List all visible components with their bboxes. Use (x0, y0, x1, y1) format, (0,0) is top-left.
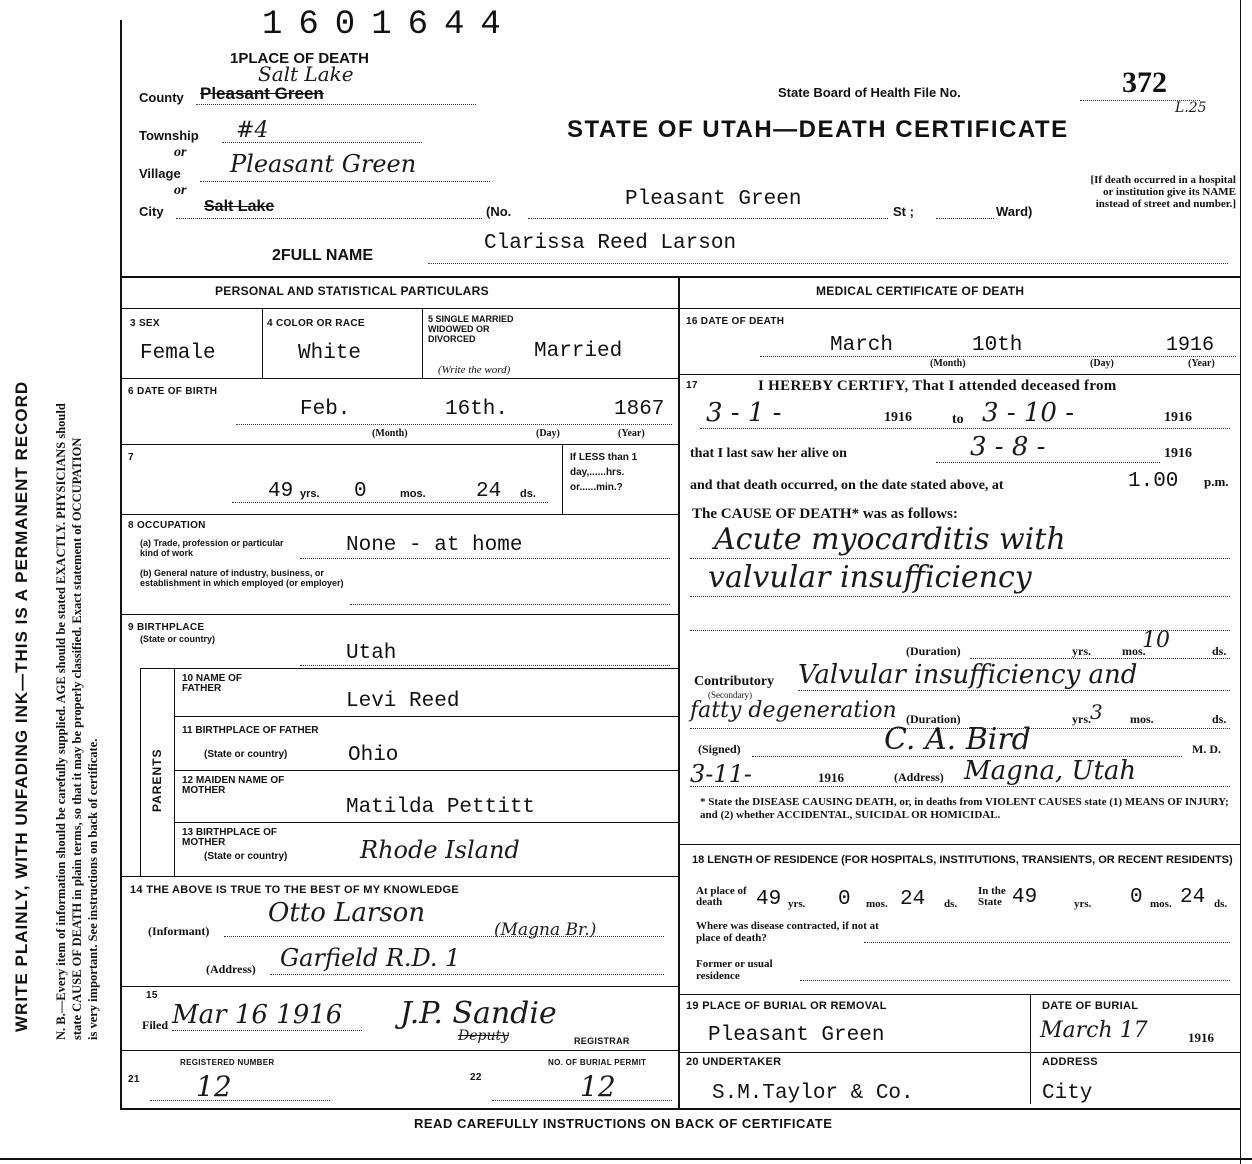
burial-permit-number: 12 (580, 1070, 616, 1103)
age-yrs-label: yrs. (300, 488, 320, 500)
burial-row-rule (680, 1052, 1240, 1053)
residence-label: 18 LENGTH OF RESIDENCE (FOR HOSPITALS, INSTITUTIONS, TRANSIENTS, OR RECENT RESIDENTS) (692, 854, 1233, 866)
informant-row-rule (122, 986, 678, 987)
dob-year: 1867 (614, 398, 665, 421)
parents-outer-line (140, 668, 141, 876)
contributory-line-1: Valvular insufficiency and (798, 660, 1138, 690)
occupation-label: 8 OCCUPATION (128, 520, 206, 531)
hospital-note: [If death occurred in a hospital or institution give its NAME instead of street and number.] (1090, 174, 1236, 210)
grid-center (678, 276, 680, 1110)
contributory-rule-1 (798, 690, 1230, 691)
color-label: 4 COLOR OR RACE (267, 318, 365, 329)
reg-22: 22 (470, 1072, 482, 1083)
age-line (232, 502, 548, 503)
footer-instructions: READ CAREFULLY INSTRUCTIONS ON BACK OF CERTIFICATE (414, 1116, 833, 1131)
filed-label: Filed (142, 1018, 168, 1032)
father-value: Levi Reed (346, 690, 460, 713)
age-days: 24 (476, 480, 502, 503)
file-annotation: L.25 (1175, 100, 1207, 116)
registered-number: 12 (196, 1070, 232, 1103)
grid-bottom (122, 1108, 1240, 1110)
informant-line (224, 936, 664, 937)
place-of-death-label: 1PLACE OF DEATH (230, 50, 369, 67)
informant-address: Garfield R.D. 1 (280, 944, 461, 972)
contributory-line-2: fatty degeneration (690, 698, 897, 723)
burial-permit-line (492, 1100, 672, 1101)
dod-row-rule (680, 374, 1240, 375)
deputy-label: Deputy (458, 1028, 510, 1044)
contracted-line (864, 942, 1230, 943)
parents-bottom-rule (122, 876, 678, 877)
dob-line (236, 424, 672, 425)
mother-rule (174, 822, 678, 823)
age-months: 0 (354, 480, 367, 503)
contributory-label: Contributory (694, 674, 775, 689)
father-label: 10 NAME OF FATHER (182, 673, 243, 694)
birthplace-line (300, 665, 670, 666)
duration-yrs: yrs. (1072, 644, 1091, 658)
registered-number-label: REGISTERED NUMBER (180, 1058, 275, 1067)
registrar-signature: J.P. Sandie (400, 996, 557, 1031)
cause-rule-2 (690, 596, 1230, 597)
contrib-duration-mos: mos. (1130, 712, 1154, 726)
burial-divider (1030, 994, 1031, 1104)
parents-label: PARENTS (150, 748, 164, 812)
registered-number-line (150, 1100, 330, 1101)
informant-address-label: (Address) (206, 962, 256, 976)
at-place-label: At place of death (696, 885, 747, 908)
cause-footnote: * State the DISEASE CAUSING DEATH, or, in deaths from VIOLENT CAUSES state (1) MEANS OF INJURY; and (2) whether ACCIDENTAL, SUICIDAL OR HOMICIDAL. (700, 796, 1229, 821)
age-mos-label: mos. (400, 488, 426, 500)
md-label: M. D. (1192, 742, 1221, 756)
left-border (120, 20, 122, 1110)
side-note-1: N. B.—Every item of information should be carefully supplied. AGE should be stated EXACTLY. PHYSICIANS should (54, 403, 68, 1040)
res-place-mos-label: mos. (866, 898, 888, 910)
father-bp-rule (174, 770, 678, 771)
occupation-value: None - at home (346, 534, 523, 557)
filed-row-rule (122, 1050, 678, 1051)
marital-label: 5 SINGLE MARRIED WIDOWED OR DIVORCED (428, 314, 514, 344)
cause-label: The CAUSE OF DEATH* was as follows: (692, 506, 958, 522)
or-label-1: or (174, 145, 187, 160)
father-birthplace-label: 11 BIRTHPLACE OF FATHER (182, 725, 319, 736)
birthplace-value: Utah (346, 642, 397, 665)
county-line (196, 104, 476, 105)
father-rule (174, 716, 678, 717)
contracted-label: Where was disease contracted, if not at place of death? (696, 920, 879, 944)
medical-section-title: MEDICAL CERTIFICATE OF DEATH (816, 284, 1025, 298)
footnote-rule (680, 844, 1240, 845)
village-handwritten: Pleasant Green (230, 150, 417, 178)
side-note-2: state CAUSE OF DEATH in plain terms, so that it may be properly classified. Exact statement of OCCUPATION (70, 437, 84, 1040)
signed-label: (Signed) (698, 742, 741, 756)
informant-label: (Informant) (148, 924, 210, 938)
residence-state-years: 49 (1012, 886, 1038, 909)
death-time-text: and that death occurred, on the date stated above, at (690, 478, 1004, 493)
city-label: City (139, 204, 164, 219)
attend-line (700, 428, 1230, 429)
duration-mos-value: 10 (1142, 628, 1170, 653)
dob-row-rule (122, 444, 678, 445)
right-border (1240, 0, 1241, 1164)
attend-to-year: 1916 (1164, 410, 1192, 425)
last-saw-text: that I last saw her alive on (690, 446, 847, 461)
contrib-duration-yrs: yrs. (1072, 712, 1091, 726)
street-line (528, 218, 888, 219)
contrib-duration-ds: ds. (1212, 712, 1227, 726)
mother-birthplace-value: Rhode Island (360, 836, 520, 864)
death-time: 1.00 (1128, 470, 1179, 493)
color-value: White (298, 342, 362, 365)
medical-title-rule (680, 308, 1240, 309)
res-state-yrs-label: yrs. (1074, 898, 1092, 910)
last-saw-year: 1916 (1164, 446, 1192, 461)
side-note-3: is very important. See instructions on back of certificate. (86, 738, 100, 1040)
signed-year: 1916 (818, 770, 844, 785)
burial-year: 1916 (1188, 1030, 1214, 1045)
true-statement-label: 14 THE ABOVE IS TRUE TO THE BEST OF MY KNOWLEDGE (130, 884, 459, 896)
side-permanent-record: WRITE PLAINLY, WITH UNFADING INK—THIS IS A PERMANENT RECORD (12, 380, 31, 1032)
township-label: Township (139, 128, 199, 143)
or-label-2: or (174, 183, 187, 198)
physician-address: Magna, Utah (964, 756, 1137, 786)
address-line (690, 786, 1230, 787)
cause-line-2: valvular insufficiency (708, 560, 1032, 595)
personal-title-rule (122, 308, 678, 309)
residence-place-days: 24 (900, 888, 926, 911)
age-row-rule (122, 514, 678, 515)
undertaker-value: S.M.Taylor & Co. (712, 1082, 914, 1105)
occupation-a-label: (a) Trade, profession or particular kind of work (140, 538, 284, 558)
birthplace-row-rule (140, 668, 678, 669)
cause-rule-1 (690, 558, 1230, 559)
contrib-duration-value: 3 (1090, 700, 1103, 724)
former-residence-label: Former or usual residence (696, 958, 773, 982)
burial-date: March 17 (1040, 1018, 1148, 1043)
city-line (176, 218, 482, 219)
file-number-label: State Board of Health File No. (778, 85, 961, 100)
full-name-line (428, 263, 1228, 264)
res-place-ds-label: ds. (944, 898, 958, 910)
sex-value: Female (140, 342, 216, 365)
sex-row-rule (122, 378, 678, 379)
res-state-mos-label: mos. (1150, 898, 1172, 910)
dod-year: 1916 (1166, 334, 1215, 357)
ward-line (936, 218, 994, 219)
township-line (222, 142, 422, 143)
age-divider (562, 444, 563, 514)
death-time-pm: p.m. (1204, 474, 1229, 489)
birthplace-sub: (State or country) (140, 634, 216, 644)
birthplace-label: 9 BIRTHPLACE (128, 622, 205, 633)
attend-to: 3 - 10 - (982, 398, 1074, 428)
county-struck: Pleasant Green (200, 84, 324, 103)
certificate-title: STATE OF UTAH—DEATH CERTIFICATE (567, 116, 1069, 143)
contrib-duration-label: (Duration) (906, 712, 961, 726)
marital-write-note: (Write the word) (438, 364, 511, 376)
certify-text: I HEREBY CERTIFY, That I attended deceased from (758, 378, 1117, 394)
residence-state-days: 24 (1180, 886, 1206, 909)
signed-date: 3-11- (690, 760, 753, 788)
residence-state-months: 0 (1130, 886, 1143, 909)
county-label: County (139, 90, 184, 105)
ward-label: Ward) (996, 204, 1033, 219)
dob-label: 6 DATE OF BIRTH (128, 386, 218, 397)
dod-month: March (830, 334, 894, 357)
certify-number: 17 (686, 380, 698, 391)
mother-value: Matilda Pettitt (346, 796, 536, 819)
personal-section-title: PERSONAL AND STATISTICAL PARTICULARS (215, 284, 489, 298)
dob-day-caption: (Day) (536, 428, 560, 439)
filed-date: Mar 16 1916 (172, 1000, 343, 1030)
burial-permit-label: NO. OF BURIAL PERMIT (548, 1058, 647, 1067)
undertaker-address: City (1042, 1082, 1093, 1105)
address-label: (Address) (894, 770, 944, 784)
father-birthplace-sub: (State or country) (204, 749, 288, 760)
dob-month-caption: (Month) (372, 428, 408, 439)
dod-label: 16 DATE OF DEATH (686, 316, 785, 327)
informant-signature: Otto Larson (268, 898, 426, 928)
filed-line (172, 1030, 362, 1031)
filed-number: 15 (146, 990, 158, 1001)
certificate-number: 1601644 (262, 6, 517, 44)
street-value: Pleasant Green (625, 188, 802, 211)
duration-label: (Duration) (906, 644, 961, 658)
mother-birthplace-sub: (State or country) (204, 851, 288, 862)
dod-day-caption: (Day) (1090, 358, 1114, 369)
dob-day: 16th. (445, 398, 509, 421)
duration-line (970, 658, 1230, 659)
dob-year-caption: (Year) (618, 428, 645, 439)
duration-mos: mos. (1122, 644, 1146, 658)
age-ds-label: ds. (520, 488, 536, 500)
dod-year-caption: (Year) (1188, 358, 1215, 369)
city-struck: Salt Lake (204, 198, 275, 215)
burial-place: Pleasant Green (708, 1024, 885, 1047)
mother-birthplace-label: 13 BIRTHPLACE OF MOTHER (182, 827, 278, 848)
dod-month-caption: (Month) (930, 358, 966, 369)
secondary-label: (Secondary) (708, 690, 752, 700)
informant-address-line (270, 974, 664, 975)
dod-day: 10th (972, 334, 1023, 357)
sex-label: 3 SEX (130, 318, 160, 329)
undertaker-address-label: ADDRESS (1042, 1056, 1098, 1068)
residence-place-years: 49 (756, 888, 782, 911)
attend-from-year: 1916 (884, 410, 912, 425)
county-handwritten: Salt Lake (258, 62, 354, 86)
file-number: 372 (1122, 66, 1167, 99)
in-state-label: In the State (978, 885, 1006, 908)
bottom-border (0, 1158, 1252, 1160)
village-label: Village (139, 166, 181, 181)
village-line (200, 181, 490, 182)
cause-line-1: Acute myocarditis with (714, 522, 1066, 557)
full-name-label: 2FULL NAME (272, 247, 374, 264)
attend-from: 3 - 1 - (706, 398, 782, 428)
burial-date-label: DATE OF BURIAL (1042, 1000, 1139, 1012)
sex-divider (262, 308, 263, 378)
dod-line (760, 356, 1236, 357)
father-birthplace-value: Ohio (348, 744, 399, 767)
residence-place-months: 0 (838, 888, 851, 911)
attend-to-label: to (952, 412, 964, 427)
res-state-ds-label: ds. (1214, 898, 1228, 910)
occupation-row-rule (122, 614, 678, 615)
marital-value: Married (534, 340, 623, 363)
full-name-value: Clarissa Reed Larson (484, 232, 737, 255)
township-value: #4 (236, 118, 269, 143)
occupation-line (300, 558, 670, 559)
informant-address-note: (Magna Br.) (494, 920, 597, 940)
street-label: St ; (893, 204, 914, 219)
color-divider (422, 308, 423, 378)
occupation-b-line (350, 604, 670, 605)
res-place-yrs-label: yrs. (788, 898, 806, 910)
dob-month: Feb. (300, 398, 351, 421)
residence-row-rule (680, 994, 1240, 995)
street-number-label: (No. (486, 204, 512, 219)
last-saw-date: 3 - 8 - (970, 432, 1046, 462)
less-than-day: If LESS than 1 day,......hrs. or......min.? (570, 452, 638, 493)
burial-label: 19 PLACE OF BURIAL OR REMOVAL (686, 1000, 887, 1012)
occupation-b-label: (b) General nature of industry, business, or establishment in which employed (or employer) (140, 568, 344, 588)
age-years: 49 (268, 480, 294, 503)
registrar-label: REGISTRAR (574, 1036, 630, 1046)
physician-signature: C. A. Bird (884, 722, 1031, 757)
reg-21: 21 (128, 1074, 140, 1085)
grid-top (122, 276, 1240, 278)
last-saw-line (936, 462, 1160, 463)
undertaker-label: 20 UNDERTAKER (686, 1056, 782, 1068)
age-label: 7 (128, 452, 134, 463)
parents-inner-line (174, 668, 175, 876)
duration-ds: ds. (1212, 644, 1227, 658)
mother-label: 12 MAIDEN NAME OF MOTHER (182, 775, 285, 796)
former-residence-line (800, 980, 1230, 981)
